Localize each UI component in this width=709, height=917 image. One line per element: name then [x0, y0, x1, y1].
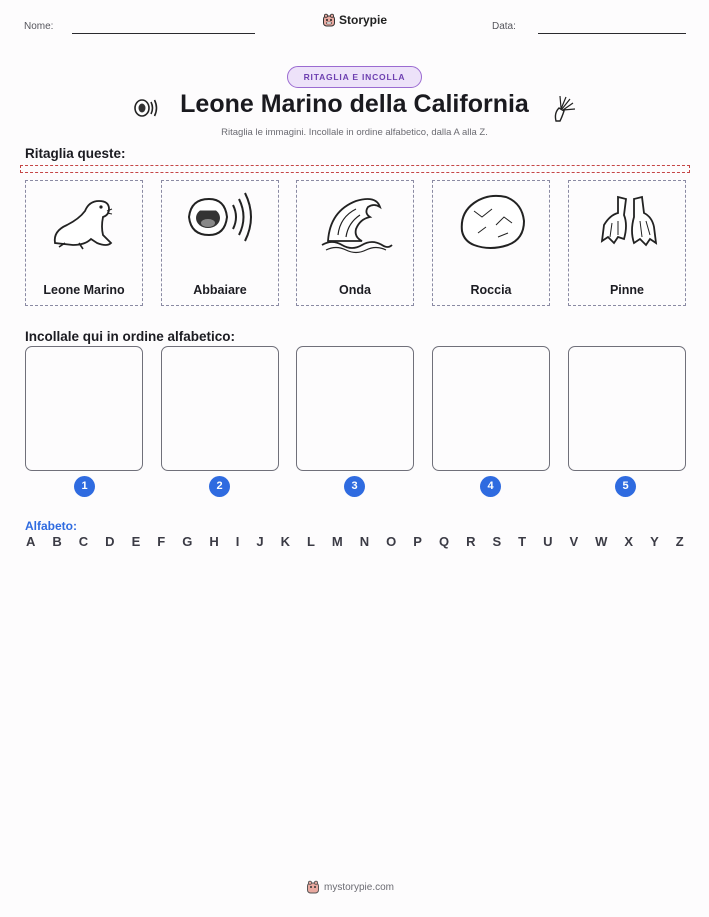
brand-name: Storypie	[339, 13, 388, 27]
paste-heading: Incollale qui in ordine alfabetico:	[25, 329, 236, 344]
alphabet-letter: X	[624, 534, 634, 549]
cutout-card[interactable]	[568, 180, 686, 306]
paste-slot-5[interactable]	[568, 346, 686, 471]
slot-number: 3	[344, 476, 365, 497]
alphabet-letter: L	[306, 534, 315, 549]
alphabet-letter: A	[26, 534, 36, 549]
cutout-card[interactable]	[25, 180, 143, 306]
flippers-icon	[588, 187, 668, 257]
alphabet-letter: C	[78, 534, 89, 549]
mascot-icon	[322, 13, 336, 27]
card-label: Leone Marino	[43, 283, 125, 297]
cutout-card[interactable]	[161, 180, 279, 306]
anemone-icon	[546, 93, 578, 123]
date-field[interactable]	[538, 33, 686, 34]
card-label: Onda	[339, 283, 371, 297]
alphabet-letter: O	[386, 534, 397, 549]
alphabet-letter: J	[256, 534, 264, 549]
alphabet-letter: S	[492, 534, 502, 549]
alphabet-letter: R	[466, 534, 476, 549]
paste-slot-3[interactable]	[296, 346, 414, 471]
card-label: Pinne	[609, 283, 645, 297]
card-label: Roccia	[470, 283, 512, 297]
paste-slot-4[interactable]	[432, 346, 550, 471]
alphabet-letter: N	[359, 534, 370, 549]
cut-heading: Ritaglia queste:	[25, 146, 126, 161]
alphabet-letter: B	[52, 534, 62, 549]
slot-number: 1	[74, 476, 95, 497]
brand-logo	[322, 13, 387, 27]
alphabet-letter: F	[157, 534, 166, 549]
rock-icon	[452, 187, 532, 257]
mascot-icon	[306, 880, 320, 894]
alphabet-letter: U	[543, 534, 553, 549]
name-field[interactable]	[72, 33, 255, 34]
slot-number: 4	[480, 476, 501, 497]
alphabet-letter: M	[331, 534, 343, 549]
paste-slot-1[interactable]	[25, 346, 143, 471]
wave-icon	[316, 187, 396, 257]
name-label: Nome:	[24, 21, 54, 32]
alphabet-letter: V	[569, 534, 579, 549]
alphabet-letter: G	[182, 534, 193, 549]
alphabet-letter: H	[209, 534, 219, 549]
sea-lion-icon	[45, 187, 125, 257]
cut-line	[20, 165, 690, 173]
alphabet-row	[26, 534, 684, 549]
cutout-card[interactable]	[296, 180, 414, 306]
alphabet-title: Alfabeto:	[25, 519, 77, 533]
alphabet-letter: T	[518, 534, 527, 549]
instructions: Ritaglia le immagini. Incollale in ordine alfabetico, dalla A alla Z.	[221, 127, 488, 138]
slot-number: 5	[615, 476, 636, 497]
alphabet-letter: K	[280, 534, 290, 549]
footer-url[interactable]: mystorypie.com	[324, 881, 395, 893]
cutout-card[interactable]	[432, 180, 550, 306]
alphabet-letter: W	[595, 534, 608, 549]
alphabet-letter: D	[105, 534, 115, 549]
alphabet-letter: Q	[438, 534, 450, 549]
card-label: Abbaiare	[193, 283, 247, 297]
alphabet-letter: I	[235, 534, 240, 549]
barking-mouth-icon	[181, 187, 261, 257]
page-title: Leone Marino della California	[180, 90, 529, 118]
activity-badge: RITAGLIA E INCOLLA	[287, 66, 422, 88]
date-label: Data:	[492, 21, 516, 32]
alphabet-letter: P	[413, 534, 422, 549]
slot-number: 2	[209, 476, 230, 497]
alphabet-letter: Z	[675, 534, 684, 549]
alphabet-letter: E	[131, 534, 141, 549]
alphabet-letter: Y	[650, 534, 659, 549]
footer	[306, 880, 394, 894]
paste-slot-2[interactable]	[161, 346, 279, 471]
